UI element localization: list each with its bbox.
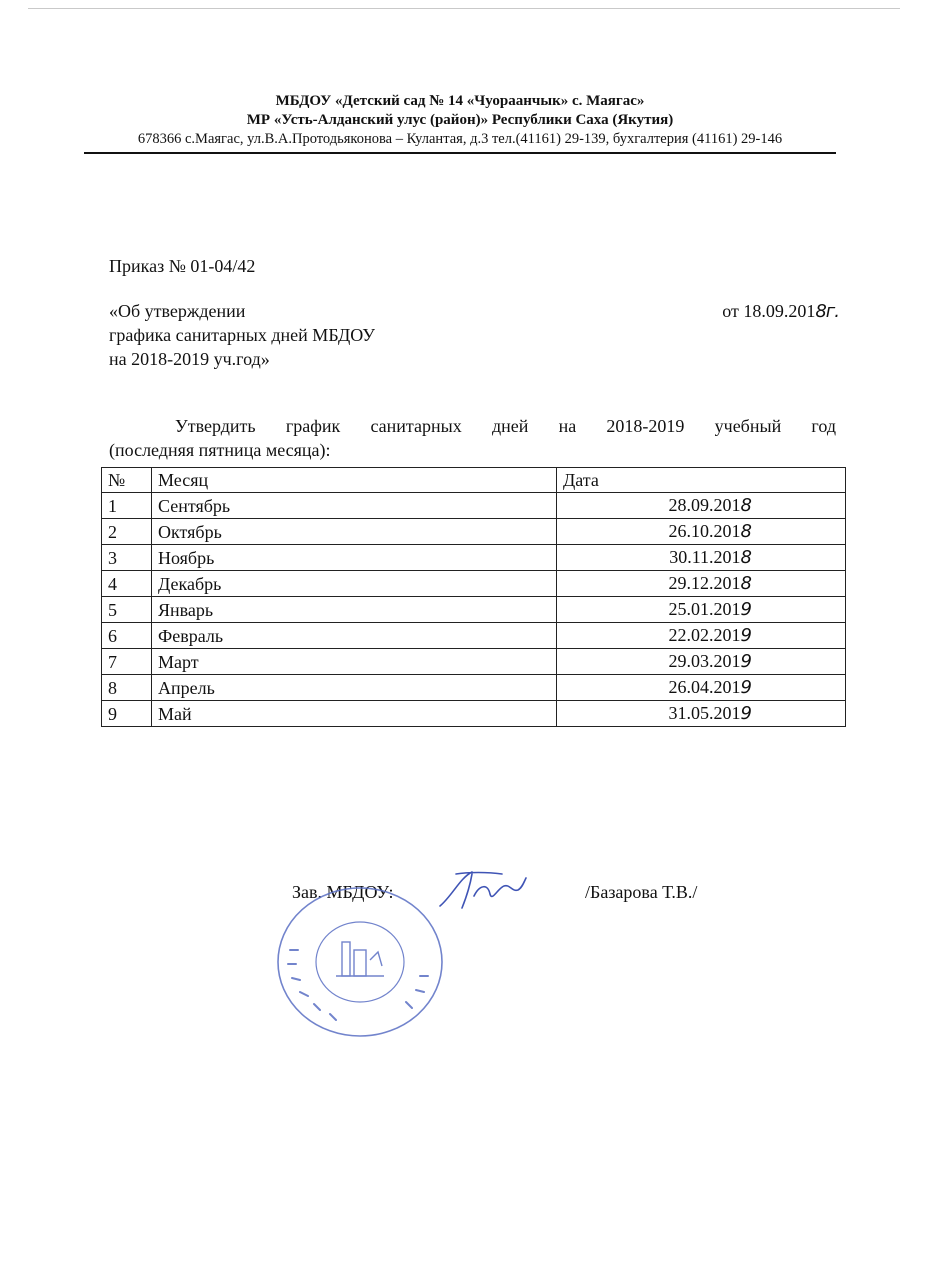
row-date-handwritten-digit: 8 [740,547,751,568]
row-date-printed: 28.09.201 [668,495,741,515]
row-number: 6 [102,623,152,649]
row-number: 2 [102,519,152,545]
sanitary-days-table [101,467,846,727]
row-number: 7 [102,649,152,675]
table-header-row [102,468,846,493]
row-date-handwritten-digit: 9 [740,703,751,724]
order-date-printed: от 18.09.201 [722,301,816,321]
row-date-printed: 25.01.201 [668,599,741,619]
header-date: Дата [557,468,846,493]
row-date [557,701,846,727]
table-row [102,701,846,727]
letterhead [84,92,836,154]
row-date-printed: 29.03.201 [668,651,741,671]
table-row [102,493,846,519]
row-number: 1 [102,493,152,519]
table-row [102,623,846,649]
intro-line: Утвердить график санитарных дней на 2018-2019 учебный год [175,416,836,436]
row-number: 8 [102,675,152,701]
row-date [557,519,846,545]
row-month: Апрель [152,675,557,701]
signoff-role: Зав. МБДОУ: [292,882,394,902]
row-date [557,493,846,519]
row-month: Сентябрь [152,493,557,519]
row-month: Декабрь [152,571,557,597]
row-date [557,675,846,701]
order-date-handwritten: 8г. [815,301,839,322]
row-number: 9 [102,701,152,727]
handwritten-signature [432,866,532,916]
subject-line: графика санитарных дней МБДОУ [109,325,375,345]
row-date-printed: 22.02.201 [668,625,741,645]
subject-line: на 2018-2019 уч.год» [109,349,270,369]
row-date [557,571,846,597]
table-row [102,675,846,701]
row-date-handwritten-digit: 9 [740,625,751,646]
row-month: Январь [152,597,557,623]
row-number: 4 [102,571,152,597]
row-month: Март [152,649,557,675]
header-month: Месяц [152,468,557,493]
letterhead-rule [84,152,836,154]
table-row [102,649,846,675]
table-row [102,571,846,597]
row-date [557,623,846,649]
table-row [102,545,846,571]
round-seal [270,880,446,1040]
scan-edge-line [28,8,900,9]
row-date [557,597,846,623]
row-date-handwritten-digit: 9 [740,599,751,620]
row-date-handwritten-digit: 8 [740,521,751,542]
row-date-handwritten-digit: 8 [740,573,751,594]
row-date-handwritten-digit: 9 [740,651,751,672]
row-month: Май [152,701,557,727]
row-month: Ноябрь [152,545,557,571]
order-intro [109,414,836,462]
row-date [557,545,846,571]
row-date-printed: 31.05.201 [668,703,741,723]
row-number: 3 [102,545,152,571]
order-number: Приказ № 01-04/42 [109,256,256,276]
header-number: № [102,468,152,493]
row-number: 5 [102,597,152,623]
intro-line: (последняя пятница месяца): [109,440,331,460]
org-region: МР «Усть-Алданский улус (район)» Республики Саха (Якутия) [246,112,674,128]
row-date-printed: 26.04.201 [668,677,741,697]
table-row [102,519,846,545]
org-address: 678366 с.Маягас, ул.В.А.Протодьяконова – Кулантая, д.3 тел.(41161) 29-139, бухгалтерия (41161) 29-146 [137,131,783,147]
subject-line: «Об утверждении [109,301,246,321]
order-subject [109,299,375,371]
org-name: МБДОУ «Детский сад № 14 «Чуораанчык» с. Маягас» [275,93,645,109]
signoff-name: /Базарова Т.В./ [585,882,698,902]
row-date [557,649,846,675]
row-date-printed: 29.12.201 [668,573,741,593]
row-date-printed: 26.10.201 [668,521,741,541]
row-date-handwritten-digit: 8 [740,495,751,516]
table-row [102,597,846,623]
row-month: Октябрь [152,519,557,545]
row-month: Февраль [152,623,557,649]
row-date-printed: 30.11.201 [669,547,741,567]
order-date [722,299,839,324]
row-date-handwritten-digit: 9 [740,677,751,698]
